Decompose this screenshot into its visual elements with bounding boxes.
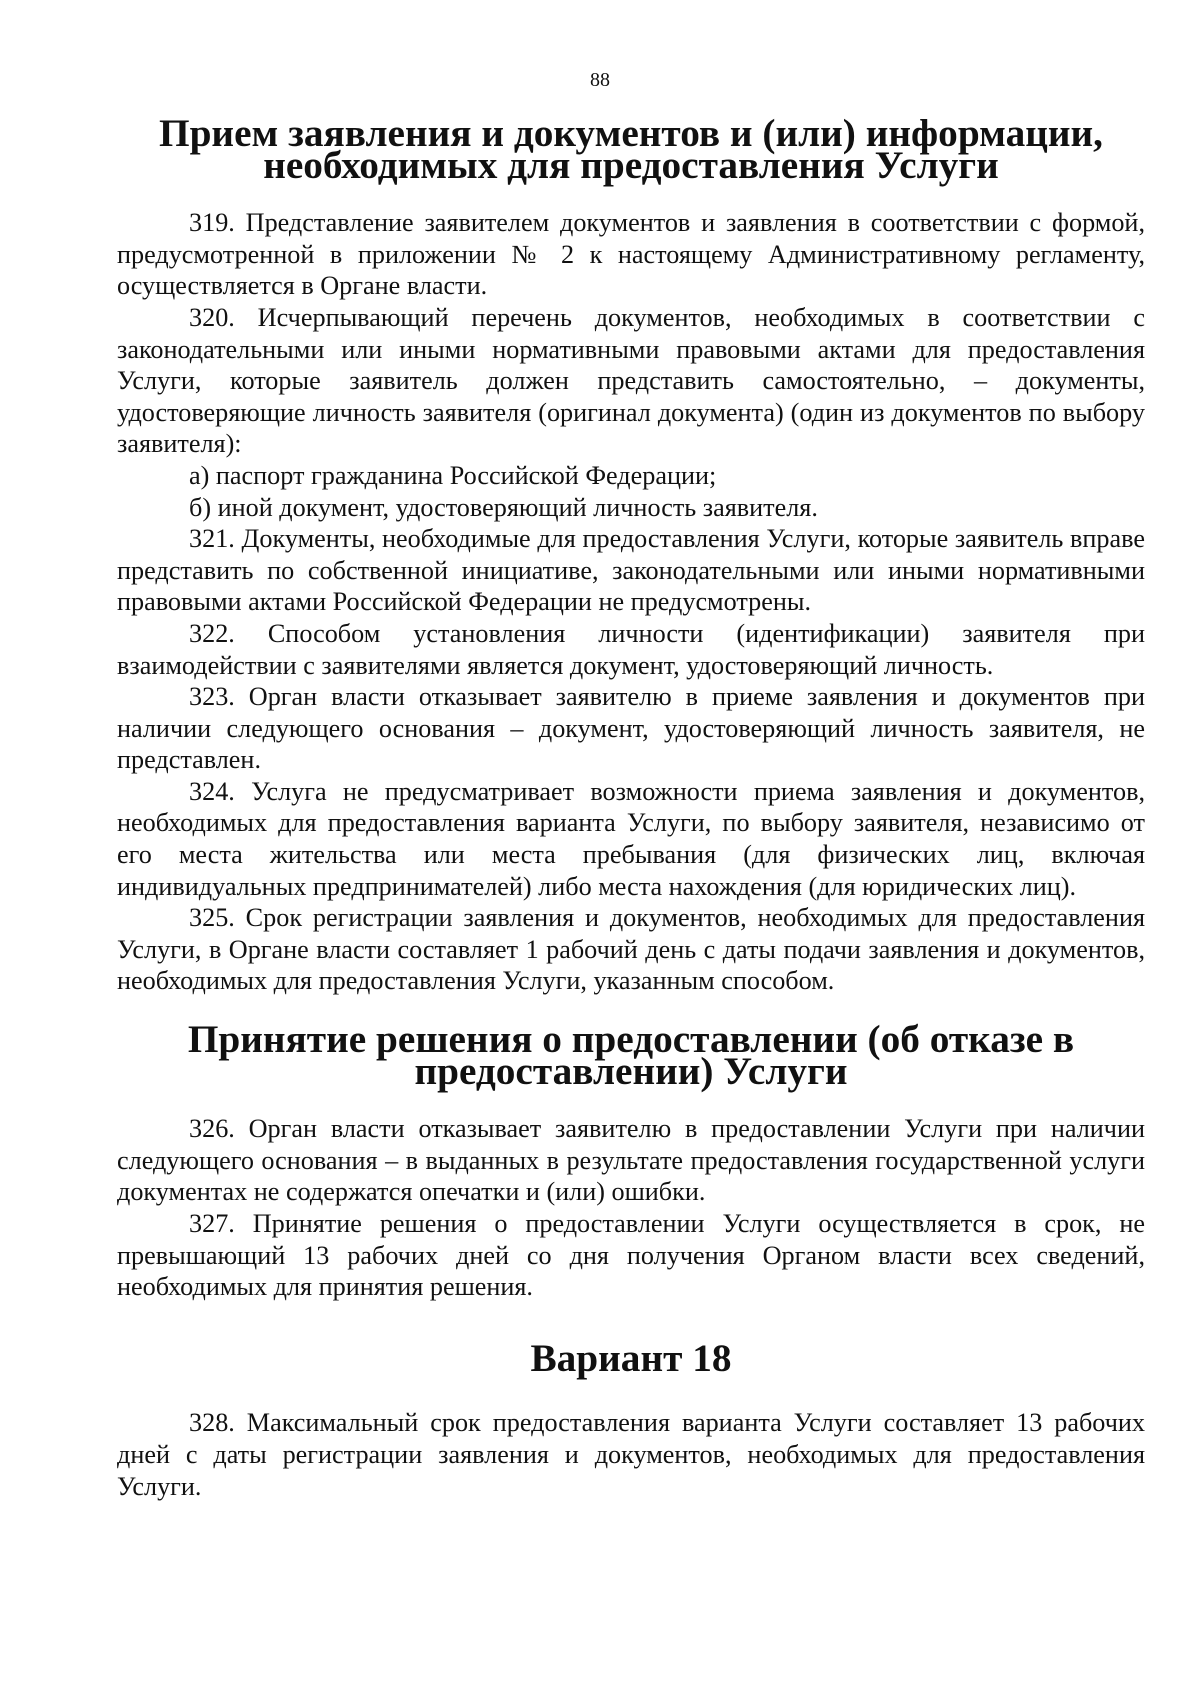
- section-heading-decision: Принятие решения о предоставлении (об отказе в предоставлении) Услуги: [187, 1017, 1075, 1093]
- paragraph-319: 319. Представление заявителем документов и заявления в соответствии с формой, предусмотренной в приложении № 2 к настоящему Административному регламенту, осуществляется в Органе власти.: [117, 208, 1145, 301]
- paragraph-322: 322. Способом установления личности (идентификации) заявителя при взаимодействии с заявителями является документ, удостоверяющий личность.: [117, 618, 1145, 680]
- page-content: [117, 111, 1145, 1502]
- paragraph-324: 324. Услуга не предусматривает возможности приема заявления и документов, необходимых для предоставления варианта Услуги, по выбору заявителя, независимо от его места жительства или места пребывания (для физических лиц, включая индивидуальных предпринимателей) либо места нахождения (для юридических лиц).: [117, 776, 1145, 901]
- paragraph-328: 328. Максимальный срок предоставления варианта Услуги составляет 13 рабочих дней с даты регистрации заявления и документов, необходимых для предоставления Услуги.: [117, 1408, 1145, 1501]
- paragraph-321: 321. Документы, необходимые для предоставления Услуги, которые заявитель вправе представить по собственной инициативе, законодательными или иными нормативными правовыми актами Российской Федерации не предусмотрены.: [117, 524, 1145, 617]
- paragraph-323: 323. Орган власти отказывает заявителю в приеме заявления и документов при наличии следующего основания – документ, удостоверяющий личность заявителя, не представлен.: [117, 682, 1145, 775]
- paragraph-327: 327. Принятие решения о предоставлении Услуги осуществляется в срок, не превышающий 13 рабочих дней со дня получения Органом власти всех сведений, необходимых для принятия решения.: [117, 1209, 1145, 1302]
- page-number: 88: [590, 69, 610, 91]
- section-heading-reception: Прием заявления и документов и (или) информации, необходимых для предоставления Услуги: [159, 111, 1103, 187]
- paragraph-320: 320. Исчерпывающий перечень документов, необходимых в соответствии с законодательными или иными нормативными правовыми актами для предоставления Услуги, которые заявитель должен представить самостоятельно, – документы, удостоверяющие личность заявителя (оригинал документа) (один из документов по выбору заявителя):: [117, 302, 1145, 459]
- section-heading-variant: Вариант 18: [530, 1335, 732, 1380]
- paragraph-326: 326. Орган власти отказывает заявителю в предоставлении Услуги при наличии следующего основания – в выданных в результате предоставления государственной услуги документах не содержатся опечатки и (или) ошибки.: [117, 1114, 1145, 1207]
- list-item-b: б) иной документ, удостоверяющий личность заявителя.: [189, 492, 818, 522]
- list-item-a: а) паспорт гражданина Российской Федерации;: [189, 460, 717, 490]
- paragraph-325: 325. Срок регистрации заявления и документов, необходимых для предоставления Услуги, в Органе власти составляет 1 рабочий день с даты подачи заявления и документов, необходимых для предоставления Услуги, указанным способом.: [117, 903, 1145, 996]
